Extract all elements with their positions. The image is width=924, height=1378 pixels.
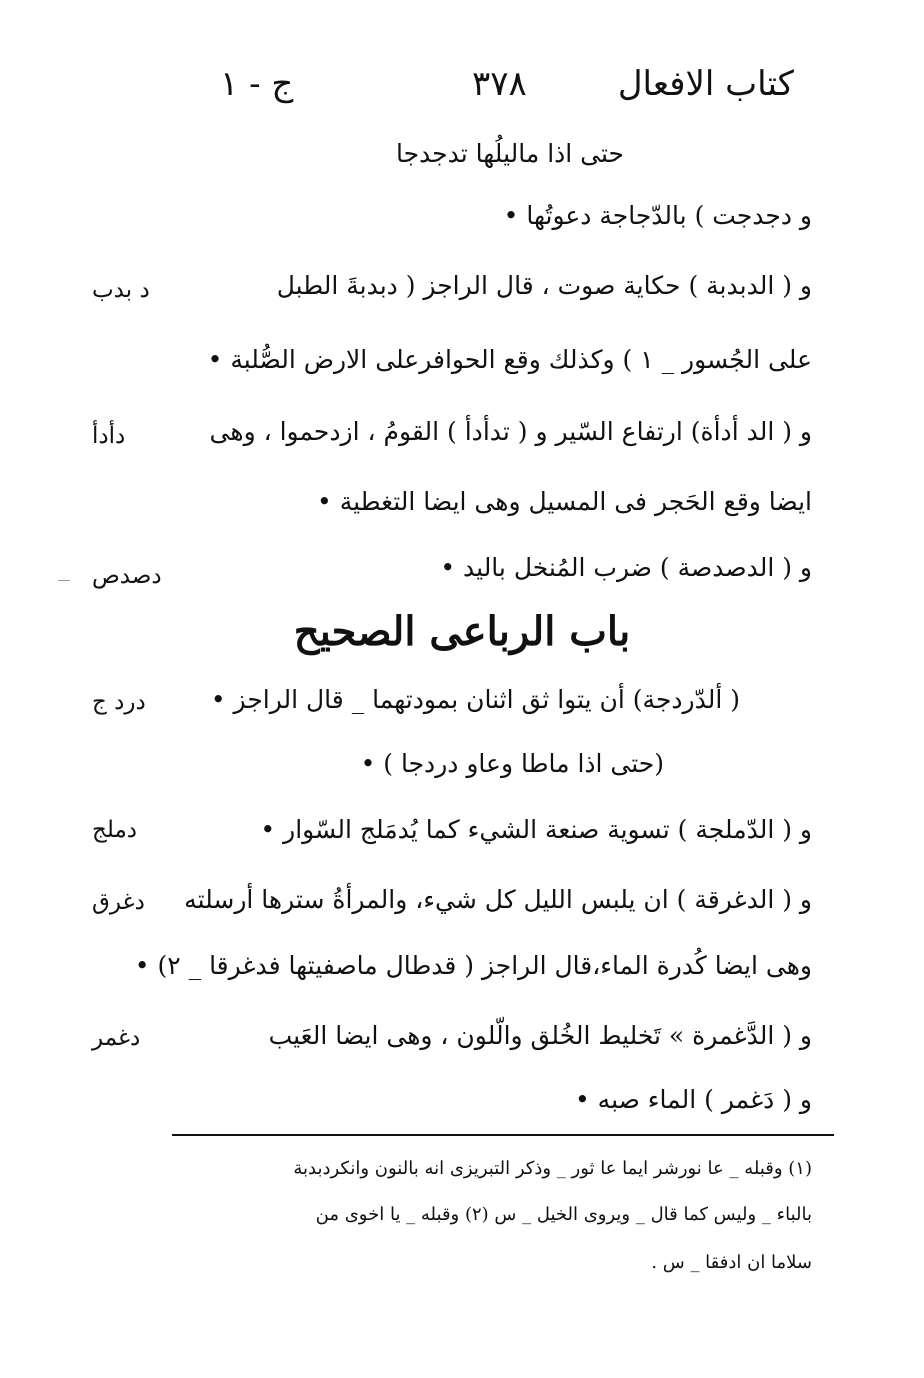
body-line: و ( الدّملجة ) تسوية صنعة الشيء كما يُدمَلج السّوار • bbox=[260, 815, 812, 844]
body-line: و ( الدَّغمرة » تَخليط الخُلق والّلون ، وهى ايضا العَيب bbox=[268, 1021, 812, 1050]
body-line: و ( دَغمر ) الماء صبه • bbox=[574, 1085, 812, 1114]
body-line: حتى اذا ماليلُها تدجدجا bbox=[395, 139, 624, 168]
footnote-line: (١) وقبله _ عا نورشر ايما عا ثور _ وذكر التبريزى انه بالنون وانكردبدبة bbox=[293, 1158, 812, 1179]
book-title: كتاب الافعال bbox=[617, 64, 794, 104]
margin-note: دأدأ bbox=[92, 423, 126, 449]
margin-note: دغرق bbox=[92, 889, 145, 915]
body-line: ( ألدّردجة) أن يتوا ثق اثنان بمودتهما _ قال الراجز • bbox=[210, 685, 740, 714]
margin-note: دصدص bbox=[92, 563, 162, 589]
body-line: على الجُسور _ ١ ) وكذلك وقع الحوافرعلى الارض الصُّلبة • bbox=[207, 345, 812, 374]
footnote-line: سلاما ان ادفقا _ س . bbox=[651, 1252, 812, 1273]
section-title: باب الرباعى الصحيح bbox=[293, 608, 631, 655]
margin-note: د بدب bbox=[92, 277, 150, 303]
body-line: و ( الد أدأة) ارتفاع السّير و ( تدأدأ ) القومُ ، ازدحموا ، وهى bbox=[209, 417, 812, 446]
body-line: و ( الدغرقة ) ان يلبس الليل كل شيء، والمرأةُ سترها أرسلته bbox=[184, 885, 812, 914]
margin-note: دغمر bbox=[92, 1025, 141, 1051]
body-line: و دجدجت ) بالدّجاجة دعوتُها • bbox=[503, 201, 812, 230]
body-line: و ( الدصدصة ) ضرب المُنخل باليد • bbox=[440, 553, 812, 582]
body-line: (حتى اذا ماطا وعاو دردجا ) • bbox=[360, 749, 664, 778]
footnote-line: بالباء _ وليس كما قال _ ويروى الخيل _ س (٢) وقبله _ يا اخوى من bbox=[315, 1204, 812, 1225]
margin-note: درد ج bbox=[92, 689, 146, 715]
body-line: و ( الدبدبة ) حكاية صوت ، قال الراجز ( دبدبةَ الطبل bbox=[276, 271, 812, 300]
margin-note: دملج bbox=[92, 817, 138, 843]
footnote-rule bbox=[172, 1134, 834, 1136]
page-number: ٣٧٨ bbox=[472, 64, 527, 104]
volume-label: ج - ١ bbox=[220, 64, 294, 104]
body-line: ايضا وقع الحَجر فى المسيل وهى ايضا التغطية • bbox=[317, 487, 812, 516]
body-line: وهى ايضا كُدرة الماء،قال الراجز ( قدطال ماصفيتها فدغرقا _ ٢) • bbox=[134, 951, 812, 980]
margin-mark bbox=[58, 580, 70, 581]
